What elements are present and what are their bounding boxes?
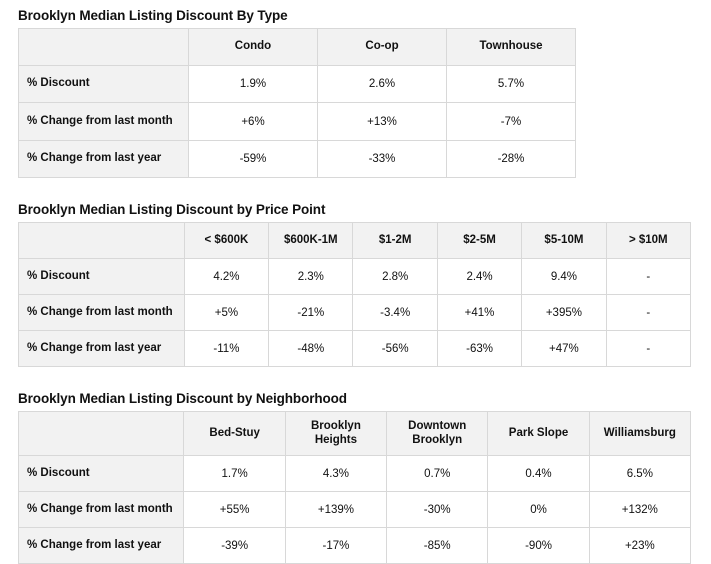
table-discount-by-type — [18, 28, 576, 178]
cell-value: -56% — [353, 331, 437, 367]
section-title-by-neighborhood: Brooklyn Median Listing Discount by Neighborhood — [18, 391, 347, 406]
row-header-change-month: % Change from last month — [19, 295, 185, 331]
row-header-change-year: % Change from last year — [19, 331, 185, 367]
cell-value: 0% — [488, 492, 589, 528]
cell-value: 6.5% — [589, 456, 690, 492]
cell-value: - — [606, 331, 690, 367]
column-header-williamsburg: Williamsburg — [589, 412, 690, 456]
table-row — [19, 259, 691, 295]
table-header-row — [19, 412, 691, 456]
cell-value: +5% — [184, 295, 268, 331]
row-header-change-month: % Change from last month — [19, 103, 189, 141]
cell-value: -21% — [269, 295, 353, 331]
cell-value: - — [606, 259, 690, 295]
cell-value: -28% — [447, 141, 576, 178]
cell-value: 1.9% — [189, 66, 318, 103]
cell-value: +13% — [318, 103, 447, 141]
cell-value: 0.7% — [387, 456, 488, 492]
cell-value: -39% — [184, 528, 285, 564]
cell-value: +47% — [522, 331, 606, 367]
cell-value: -33% — [318, 141, 447, 178]
table-corner-cell — [19, 412, 184, 456]
column-header-1-2m: $1-2M — [353, 223, 437, 259]
section-discount-by-price-point — [0, 202, 711, 367]
cell-value: 2.3% — [269, 259, 353, 295]
column-header-bed-stuy: Bed-Stuy — [184, 412, 285, 456]
table-discount-by-neighborhood — [18, 411, 691, 564]
cell-value: +23% — [589, 528, 690, 564]
cell-value: -30% — [387, 492, 488, 528]
column-header-brooklyn-heights: Brooklyn Heights — [285, 412, 386, 456]
column-header-townhouse: Townhouse — [447, 29, 576, 66]
cell-value: 0.4% — [488, 456, 589, 492]
column-header-park-slope: Park Slope — [488, 412, 589, 456]
row-header-discount: % Discount — [19, 259, 185, 295]
cell-value: -17% — [285, 528, 386, 564]
column-header-condo: Condo — [189, 29, 318, 66]
cell-value: -11% — [184, 331, 268, 367]
cell-value: -85% — [387, 528, 488, 564]
cell-value: 4.2% — [184, 259, 268, 295]
cell-value: 2.4% — [437, 259, 521, 295]
cell-value: 4.3% — [285, 456, 386, 492]
row-header-change-month: % Change from last month — [19, 492, 184, 528]
table-row — [19, 456, 691, 492]
cell-value: +139% — [285, 492, 386, 528]
table-corner-cell — [19, 29, 189, 66]
section-discount-by-type — [0, 8, 711, 178]
row-header-change-year: % Change from last year — [19, 141, 189, 178]
row-header-discount: % Discount — [19, 456, 184, 492]
cell-value: 5.7% — [447, 66, 576, 103]
table-header-row — [19, 29, 576, 66]
cell-value: -59% — [189, 141, 318, 178]
cell-value: -7% — [447, 103, 576, 141]
column-header-coop: Co-op — [318, 29, 447, 66]
cell-value: -90% — [488, 528, 589, 564]
table-row — [19, 492, 691, 528]
cell-value: 2.8% — [353, 259, 437, 295]
row-header-change-year: % Change from last year — [19, 528, 184, 564]
section-title-by-price-point: Brooklyn Median Listing Discount by Price Point — [18, 202, 326, 217]
table-row — [19, 295, 691, 331]
cell-value: 1.7% — [184, 456, 285, 492]
column-header-under-600k: < $600K — [184, 223, 268, 259]
section-title-by-type: Brooklyn Median Listing Discount By Type — [18, 8, 288, 23]
section-discount-by-neighborhood — [0, 391, 711, 564]
cell-value: +41% — [437, 295, 521, 331]
cell-value: -48% — [269, 331, 353, 367]
cell-value: -63% — [437, 331, 521, 367]
cell-value: 9.4% — [522, 259, 606, 295]
cell-value: +395% — [522, 295, 606, 331]
cell-value: +6% — [189, 103, 318, 141]
table-corner-cell — [19, 223, 185, 259]
table-row — [19, 141, 576, 178]
table-row — [19, 103, 576, 141]
table-row — [19, 528, 691, 564]
cell-value: +55% — [184, 492, 285, 528]
cell-value: - — [606, 295, 690, 331]
column-header-5-10m: $5-10M — [522, 223, 606, 259]
column-header-2-5m: $2-5M — [437, 223, 521, 259]
cell-value: +132% — [589, 492, 690, 528]
column-header-downtown-brooklyn: Downtown Brooklyn — [387, 412, 488, 456]
row-header-discount: % Discount — [19, 66, 189, 103]
cell-value: 2.6% — [318, 66, 447, 103]
table-row — [19, 331, 691, 367]
column-header-600k-1m: $600K-1M — [269, 223, 353, 259]
table-discount-by-price-point — [18, 222, 691, 367]
column-header-over-10m: > $10M — [606, 223, 690, 259]
cell-value: -3.4% — [353, 295, 437, 331]
table-row — [19, 66, 576, 103]
table-header-row — [19, 223, 691, 259]
